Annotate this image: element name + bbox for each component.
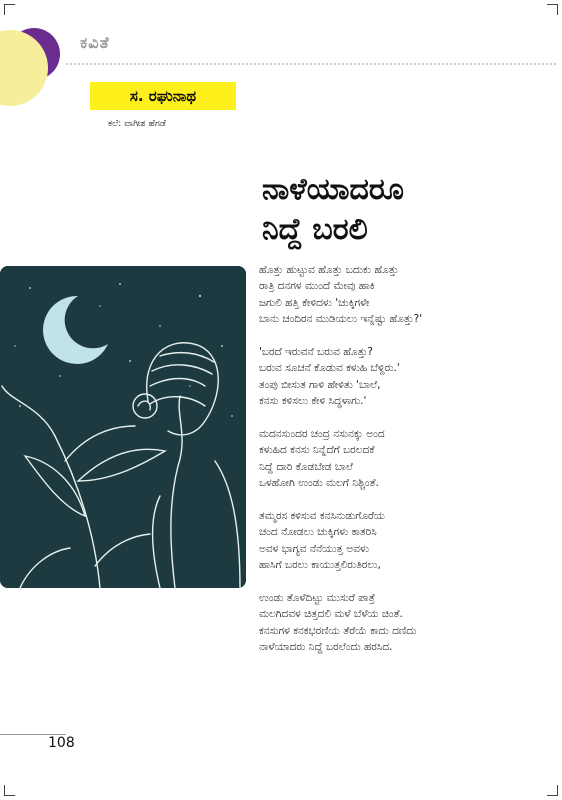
stanza-2 bbox=[259, 344, 559, 410]
poem-line: ಜಗುಲಿ ಹತ್ತಿ ಕೇಳಿದಳು 'ಚುಕ್ಕಿಗಳೇ bbox=[259, 296, 370, 309]
stanza-1 bbox=[259, 262, 559, 328]
poem-title-line-2: ನಿದ್ದೆ ಬರಲಿ bbox=[262, 212, 368, 247]
illustration-svg bbox=[0, 266, 246, 588]
poem-body bbox=[259, 262, 559, 672]
stanza-3 bbox=[259, 426, 559, 492]
poem-line: ಬಾನು ಚಂದಿರನ ಮುಡಿಯಲು ಇನ್ನೆಷ್ಟು ಹೊತ್ತು?' bbox=[259, 313, 423, 326]
poem-line: ಕಳುಹಿದ ಕನಸು ನಿನ್ನೆದೆಗೆ ಬರಲದಕೆ bbox=[259, 444, 375, 457]
poem-line: ತಮ್ಮರಸ ಕಳಿಸುವ ಕನಸಿನುಡುಗೊರೆಯ bbox=[259, 510, 385, 523]
section-label: ಕವಿತೆ bbox=[80, 33, 110, 52]
poem-line: ಒಳಹೋಗಿ ಉಂಡು ಮಲಗೆ ನಿಶ್ಚಿಂತೆ. bbox=[259, 477, 379, 490]
illustrator-credit: ಕಲೆ: ವಾಗೀಶ ಹೆಗಡೆ bbox=[108, 119, 166, 129]
poem-line: ಬರುವ ಸೂಚನೆ ಕೊಡುವ ಕಳುಹಿ ಬೆಳ್ದಿರು.' bbox=[259, 362, 400, 375]
crop-mark-top-right bbox=[547, 4, 558, 15]
author-name bbox=[90, 82, 236, 110]
poem-line: ನಿದ್ದೆ ದಾರಿ ಕೊಡಬೇಡ ಬಾಲೆ bbox=[259, 460, 353, 473]
crop-mark-bottom-left bbox=[4, 785, 15, 796]
poem-line: ಮಲಗಿದವಳ ಚಿತ್ತದಲಿ ಮಳೆ ಬೆಳೆಯ ಚಿಂತೆ. bbox=[259, 608, 403, 621]
poem-line: ಹಾಸಿಗೆ ಬರಲು ಕಾಯುತ್ತಲಿರುತಿರಲು, bbox=[259, 559, 381, 572]
poem-line: ಮದನಸುಂದರ ಚಂದ್ರ ನಸುನಕ್ಕು ಅಂದ bbox=[259, 428, 385, 441]
poem-illustration bbox=[0, 266, 246, 588]
poem-line: ಉಂಡು ತೊಳೆದಿಟ್ಟು ಮುಸುರೆ ಪಾತ್ರೆ bbox=[259, 592, 376, 605]
poem-line: ತಂಪು ಬೀಸುತ ಗಾಳಿ ಹೇಳಿತು 'ಬಾಲೆ, bbox=[259, 378, 381, 391]
header-dotted-rule bbox=[66, 63, 556, 65]
poem-line: 'ಬರದೆ ಇರುವನೆ ಬರುವ ಹೊತ್ತು? bbox=[259, 346, 373, 359]
stanza-4 bbox=[259, 508, 559, 574]
poem-title-line-1: ನಾಳೆಯಾದರೂ bbox=[262, 172, 404, 207]
poem-title bbox=[262, 170, 404, 250]
poem-line: ಕನಸುಗಳ ಕನಕಭರಣಿಯ ತೆರೆಯೆ ಕಾದು ದಣಿದು bbox=[259, 624, 417, 637]
author-name-text: ಸ. ರಘುನಾಥ bbox=[129, 87, 197, 105]
crop-mark-bottom-right bbox=[547, 785, 558, 796]
poem-line: ನಾಳೆಯಾದರು ನಿದ್ದೆ ಬರಲೆಂದು ಹರಸಿದ. bbox=[259, 641, 393, 654]
page-number: 108 bbox=[48, 735, 75, 751]
poem-line: ಕನಸು ಕಳಿಸಲು ಕೇಳಿ ಸಿದ್ಧಳಾಗು.' bbox=[259, 395, 367, 408]
crop-mark-top-left bbox=[4, 4, 15, 15]
poem-line: ಚಂದ ನೋಡಲು ಚುಕ್ಕಿಗಳು ಕಾತರಿಸಿ bbox=[259, 526, 377, 539]
poem-line: ರಾತ್ರಿ ದನಗಳ ಮುಂದೆ ಮೇವು ಹಾಕಿ bbox=[259, 280, 375, 293]
stanza-5 bbox=[259, 590, 559, 656]
poem-line: ಹೊತ್ತು ಹುಟ್ಟುವ ಹೊತ್ತು ಬದುಕು ಹೊತ್ತು bbox=[259, 264, 399, 276]
poem-line: ಅವಳ ಭಾಗ್ಯವ ನೆನೆಯುತ್ತ ಅವಳು bbox=[259, 542, 370, 555]
